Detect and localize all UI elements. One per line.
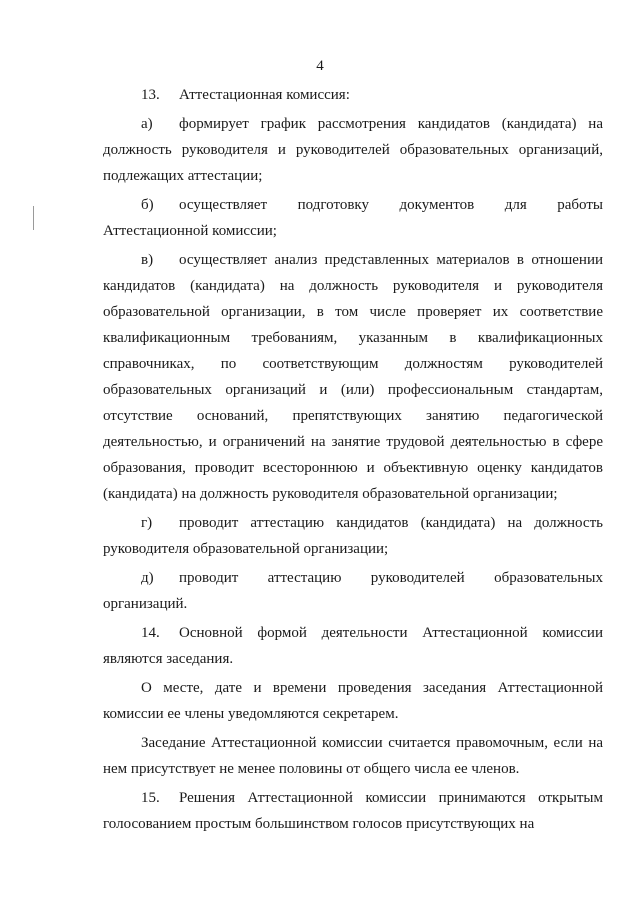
paragraph-marker: г)	[141, 515, 153, 531]
paragraph-marker: д)	[141, 570, 154, 586]
paragraph-text: осуществляет подготовку документов для работы Аттестационной комиссии;	[103, 197, 603, 239]
page-number: 4	[316, 58, 324, 74]
paragraph-marker: 15.	[141, 790, 160, 806]
paragraph-marker: б)	[141, 197, 154, 213]
paragraph-text: осуществляет анализ представленных материалов в отношении кандидатов (кандидата) на должность руководителя и руководителя образовательной организации, в том числе проверяет их соответствие квалификационным требованиям, указанным в квалификационных справочниках, по соответствующим должностям руководителей образовательных организаций и (или) профессиональным стандартам, отсутствие оснований, препятствующих занятию педагогической деятельностью, и ограничений на занятие трудовой деятельностью в сфере образования, проводит всестороннюю и объективную оценку кандидатов (кандидата) на должность руководителя образовательной организации;	[103, 252, 603, 502]
paragraph-text: формирует график рассмотрения кандидатов (кандидата) на должность руководителя и руководителей образовательных организаций, подлежащих аттестации;	[103, 116, 603, 184]
paragraph-text: Основной формой деятельности Аттестационной комиссии являются заседания.	[103, 625, 603, 667]
paragraph-text: проводит аттестацию кандидатов (кандидата) на должность руководителя образовательной организации;	[103, 515, 603, 557]
paragraph-13v	[103, 247, 603, 507]
paragraph-13a	[103, 111, 603, 189]
paragraph-14	[103, 620, 603, 672]
paragraph-marker: а)	[141, 116, 153, 132]
paragraph-13d	[103, 565, 603, 617]
document-body	[103, 82, 603, 837]
paragraph-13	[103, 82, 603, 108]
paragraph-14-quorum	[103, 730, 603, 782]
paragraph-text: Заседание Аттестационной комиссии считается правомочным, если на нем присутствует не менее половины от общего числа ее членов.	[103, 735, 603, 777]
paragraph-text: Аттестационная комиссия:	[179, 87, 350, 103]
paragraph-text: Решения Аттестационной комиссии принимаются открытым голосованием простым большинством голосов присутствующих на	[103, 790, 603, 832]
paragraph-marker: 14.	[141, 625, 160, 641]
margin-mark	[33, 206, 34, 230]
paragraph-marker: 13.	[141, 87, 160, 103]
paragraph-marker: в)	[141, 252, 154, 268]
paragraph-14-meeting-notice	[103, 675, 603, 727]
paragraph-13b	[103, 192, 603, 244]
paragraph-text: проводит аттестацию руководителей образовательных организаций.	[103, 570, 603, 612]
paragraph-13g	[103, 510, 603, 562]
paragraph-15	[103, 785, 603, 837]
paragraph-text: О месте, дате и времени проведения заседания Аттестационной комиссии ее члены уведомляются секретарем.	[103, 680, 603, 722]
